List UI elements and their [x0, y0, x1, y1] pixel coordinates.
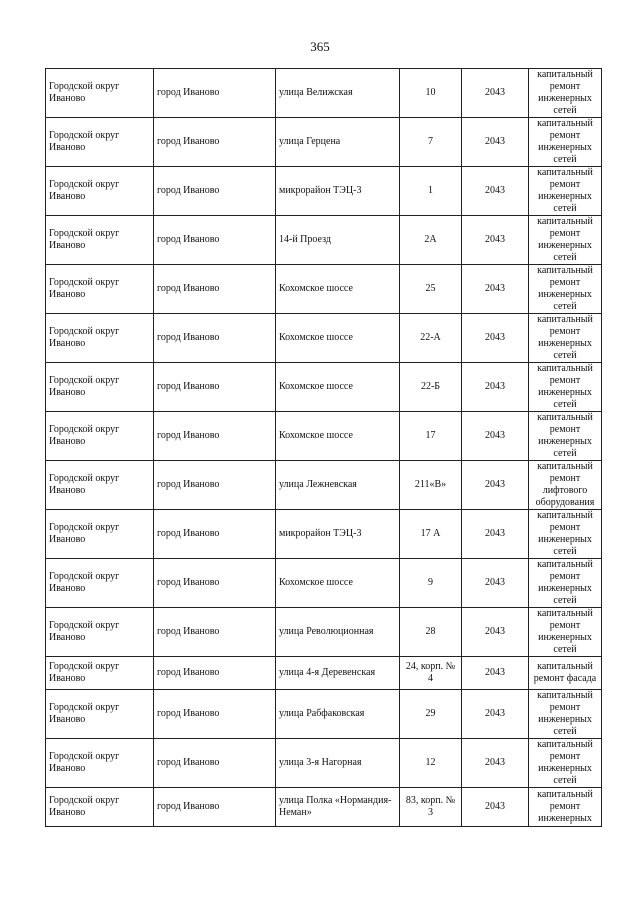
settlement-cell: город Иваново — [154, 461, 276, 510]
table-row — [46, 608, 602, 657]
settlement-cell: город Иваново — [154, 559, 276, 608]
year-cell: 2043 — [462, 510, 529, 559]
table-row — [46, 216, 602, 265]
year-cell: 2043 — [462, 363, 529, 412]
year-cell: 2043 — [462, 461, 529, 510]
year-cell: 2043 — [462, 608, 529, 657]
table-row — [46, 510, 602, 559]
settlement-cell: город Иваново — [154, 167, 276, 216]
settlement-cell: город Иваново — [154, 412, 276, 461]
settlement-cell: город Иваново — [154, 363, 276, 412]
house-number-cell: 25 — [400, 265, 462, 314]
work-type-cell: капитальный ремонт инженерных сетей — [529, 69, 602, 118]
table-row — [46, 657, 602, 690]
settlement-cell: город Иваново — [154, 690, 276, 739]
table-row — [46, 118, 602, 167]
house-number-cell: 17 А — [400, 510, 462, 559]
table-row — [46, 461, 602, 510]
municipality-cell: Городской округ Иваново — [46, 461, 154, 510]
year-cell: 2043 — [462, 216, 529, 265]
street-cell: Кохомское шоссе — [276, 314, 400, 363]
settlement-cell: город Иваново — [154, 788, 276, 827]
house-number-cell: 211«В» — [400, 461, 462, 510]
municipality-cell: Городской округ Иваново — [46, 265, 154, 314]
year-cell: 2043 — [462, 690, 529, 739]
municipality-cell: Городской округ Иваново — [46, 657, 154, 690]
table-row — [46, 690, 602, 739]
table-row — [46, 265, 602, 314]
house-number-cell: 28 — [400, 608, 462, 657]
settlement-cell: город Иваново — [154, 216, 276, 265]
house-number-cell: 29 — [400, 690, 462, 739]
street-cell: улица Герцена — [276, 118, 400, 167]
work-type-cell: капитальный ремонт инженерных сетей — [529, 690, 602, 739]
municipality-cell: Городской округ Иваново — [46, 690, 154, 739]
house-number-cell: 9 — [400, 559, 462, 608]
street-cell: улица Рабфаковская — [276, 690, 400, 739]
settlement-cell: город Иваново — [154, 657, 276, 690]
work-type-cell: капитальный ремонт инженерных сетей — [529, 739, 602, 788]
settlement-cell: город Иваново — [154, 739, 276, 788]
settlement-cell: город Иваново — [154, 314, 276, 363]
house-number-cell: 1 — [400, 167, 462, 216]
work-type-cell: капитальный ремонт инженерных сетей — [529, 216, 602, 265]
year-cell: 2043 — [462, 657, 529, 690]
year-cell: 2043 — [462, 118, 529, 167]
table-row — [46, 559, 602, 608]
house-number-cell: 83, корп. № 3 — [400, 788, 462, 827]
municipality-cell: Городской округ Иваново — [46, 559, 154, 608]
street-cell: улица Революционная — [276, 608, 400, 657]
settlement-cell: город Иваново — [154, 608, 276, 657]
street-cell: микрорайон ТЭЦ-3 — [276, 510, 400, 559]
table-row — [46, 314, 602, 363]
street-cell: улица 3-я Нагорная — [276, 739, 400, 788]
table-row — [46, 363, 602, 412]
settlement-cell: город Иваново — [154, 118, 276, 167]
settlement-cell: город Иваново — [154, 510, 276, 559]
work-type-cell: капитальный ремонт инженерных сетей — [529, 265, 602, 314]
street-cell: улица Лежневская — [276, 461, 400, 510]
work-type-cell: капитальный ремонт фасада — [529, 657, 602, 690]
house-number-cell: 10 — [400, 69, 462, 118]
year-cell: 2043 — [462, 314, 529, 363]
municipality-cell: Городской округ Иваново — [46, 739, 154, 788]
street-cell: улица Полка «Нормандия-Неман» — [276, 788, 400, 827]
municipality-cell: Городской округ Иваново — [46, 314, 154, 363]
municipality-cell: Городской округ Иваново — [46, 608, 154, 657]
year-cell: 2043 — [462, 559, 529, 608]
street-cell: улица Велижская — [276, 69, 400, 118]
house-number-cell: 7 — [400, 118, 462, 167]
municipality-cell: Городской округ Иваново — [46, 788, 154, 827]
work-type-cell: капитальный ремонт инженерных сетей — [529, 314, 602, 363]
house-number-cell: 24, корп. № 4 — [400, 657, 462, 690]
work-type-cell: капитальный ремонт инженерных сетей — [529, 510, 602, 559]
street-cell: Кохомское шоссе — [276, 363, 400, 412]
year-cell: 2043 — [462, 788, 529, 827]
house-number-cell: 22-Б — [400, 363, 462, 412]
work-type-cell: капитальный ремонт инженерных сетей — [529, 118, 602, 167]
municipality-cell: Городской округ Иваново — [46, 363, 154, 412]
municipality-cell: Городской округ Иваново — [46, 167, 154, 216]
work-type-cell: капитальный ремонт инженерных сетей — [529, 167, 602, 216]
municipality-cell: Городской округ Иваново — [46, 118, 154, 167]
house-number-cell: 22-А — [400, 314, 462, 363]
work-type-cell: капитальный ремонт лифтового оборудования — [529, 461, 602, 510]
work-type-cell: капитальный ремонт инженерных сетей — [529, 412, 602, 461]
table-row — [46, 69, 602, 118]
settlement-cell: город Иваново — [154, 265, 276, 314]
street-cell: Кохомское шоссе — [276, 265, 400, 314]
settlement-cell: город Иваново — [154, 69, 276, 118]
street-cell: 14-й Проезд — [276, 216, 400, 265]
table-row — [46, 788, 602, 827]
house-number-cell: 17 — [400, 412, 462, 461]
house-number-cell: 12 — [400, 739, 462, 788]
municipality-cell: Городской округ Иваново — [46, 510, 154, 559]
municipality-cell: Городской округ Иваново — [46, 412, 154, 461]
street-cell: Кохомское шоссе — [276, 559, 400, 608]
table-body — [46, 69, 602, 827]
municipality-cell: Городской округ Иваново — [46, 216, 154, 265]
table-row — [46, 412, 602, 461]
year-cell: 2043 — [462, 167, 529, 216]
year-cell: 2043 — [462, 412, 529, 461]
work-type-cell: капитальный ремонт инженерных сетей — [529, 559, 602, 608]
year-cell: 2043 — [462, 69, 529, 118]
page-number: 365 — [310, 39, 330, 54]
repair-schedule-table — [45, 68, 602, 827]
work-type-cell: капитальный ремонт инженерных сетей — [529, 363, 602, 412]
street-cell: микрорайон ТЭЦ-3 — [276, 167, 400, 216]
table-row — [46, 739, 602, 788]
municipality-cell: Городской округ Иваново — [46, 69, 154, 118]
work-type-cell: капитальный ремонт инженерных — [529, 788, 602, 827]
table-row — [46, 167, 602, 216]
work-type-cell: капитальный ремонт инженерных сетей — [529, 608, 602, 657]
house-number-cell: 2А — [400, 216, 462, 265]
street-cell: улица 4-я Деревенская — [276, 657, 400, 690]
street-cell: Кохомское шоссе — [276, 412, 400, 461]
year-cell: 2043 — [462, 265, 529, 314]
year-cell: 2043 — [462, 739, 529, 788]
